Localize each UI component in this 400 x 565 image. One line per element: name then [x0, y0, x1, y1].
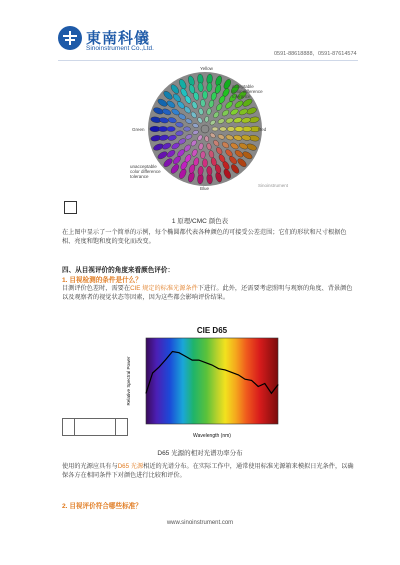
figure-watermark: Sinoinstrument	[258, 183, 289, 188]
d65-data-point	[179, 352, 180, 353]
side-box	[115, 418, 128, 436]
wheel-label-left: Green	[132, 127, 145, 132]
tolerance-ellipse	[220, 127, 227, 131]
d65-data-point	[231, 372, 232, 373]
d65-data-point	[264, 383, 265, 384]
d65-data-point	[152, 373, 153, 374]
intro-paragraph: 在上图中显示了一个简单的示例，每个椭圆都代表各种颜色的可接受公差范围；它们的形状和尺寸根据色相、亮度和饱和度的变化而改变。	[62, 229, 347, 245]
d65-data-point	[251, 380, 252, 381]
logo-mark-icon	[58, 26, 82, 50]
tolerance-ellipse	[203, 159, 208, 167]
d65-data-point	[245, 379, 246, 380]
tolerance-ellipse	[242, 126, 251, 131]
d65-data-point	[218, 368, 219, 369]
highlight-d65: D65 光源	[117, 463, 144, 470]
tolerance-ellipse	[184, 127, 191, 131]
after-chart-paragraph: 使用的光源应具有与D65 光源相近的光谱分布。在实际工作中，通常使用标准光源箱来模拟日光条件，以确保各方在相同条件下对颜色进行比较和评价。	[62, 463, 354, 479]
item2-title: 2. 目视评价符合哪些标准？	[62, 503, 142, 510]
d65-data-point	[146, 393, 147, 394]
d65-data-point	[238, 375, 239, 376]
side-box	[74, 418, 116, 436]
tolerance-ellipse	[158, 126, 167, 131]
color-tolerance-figure	[120, 66, 290, 192]
d65-data-point	[192, 360, 193, 361]
tolerance-ellipse	[167, 127, 175, 132]
figure1-caption: 1 原理/CMC 颜色表	[171, 218, 229, 225]
d65-data-point	[159, 367, 160, 368]
logo-english-name: Sinoinstrument Co.,Ltd.	[86, 45, 154, 52]
x-axis-label: Wavelength (nm)	[193, 433, 231, 439]
d65-data-point	[185, 356, 186, 357]
d65-data-point	[258, 386, 259, 387]
tolerance-ellipse	[227, 127, 235, 132]
d65-chart-svg	[122, 322, 286, 446]
d65-data-point	[212, 365, 213, 366]
item1-paragraph: 目测评价色差时，需要在CIE 规定的标准光源条件下进行。此外，还需要考虑照明与观察的角度、背景颜色以及观察者的视觉状态等因素，因为这些都会影响评价结果。	[62, 285, 353, 301]
section4-heading: 四、从目视评价的角度来看颜色评价：	[62, 267, 175, 274]
side-boxes	[62, 418, 127, 436]
wheel-center	[201, 125, 209, 133]
tolerance-ellipse	[200, 151, 205, 159]
wheel-label-acceptable: acceptable color difference tolerance	[232, 84, 263, 99]
d65-spectrum-chart	[122, 322, 286, 446]
company-logo	[58, 26, 154, 56]
logo-chinese-name: 東南科儀	[86, 30, 151, 47]
spectrum-background	[146, 338, 278, 424]
highlight-light-source: CIE 规定的标准光源条件	[130, 285, 198, 292]
chart-title: CIE D65	[196, 326, 228, 335]
wheel-label-right: Red	[258, 127, 267, 132]
y-axis-label: Relative Spectral Power	[126, 356, 131, 406]
wheel-label-unacceptable: unacceptable color difference tolerance	[130, 164, 161, 179]
header-contact: 0591-88618888，0591-87614574	[274, 51, 357, 57]
placeholder-box	[64, 201, 77, 214]
d65-data-point	[278, 384, 279, 385]
wheel-label-top: Yellow	[200, 66, 213, 71]
d65-data-point	[198, 360, 199, 361]
header-divider	[58, 60, 358, 61]
tolerance-ellipse	[212, 127, 218, 131]
d65-data-point	[165, 359, 166, 360]
tolerance-ellipse	[200, 99, 205, 107]
d65-data-point	[225, 370, 226, 371]
tolerance-ellipse	[235, 127, 243, 132]
wheel-label-bottom: Blue	[200, 186, 210, 191]
tolerance-ellipse	[203, 91, 208, 99]
chart-caption: D65 光源的相对光谱功率分布	[157, 450, 243, 457]
d65-data-point	[172, 351, 173, 352]
footer-url[interactable]: www.sinoinstrument.com	[166, 520, 234, 526]
d65-data-point	[271, 393, 272, 394]
item1-title: 1. 目视检测的条件是什么？	[62, 277, 142, 284]
d65-data-point	[205, 362, 206, 363]
